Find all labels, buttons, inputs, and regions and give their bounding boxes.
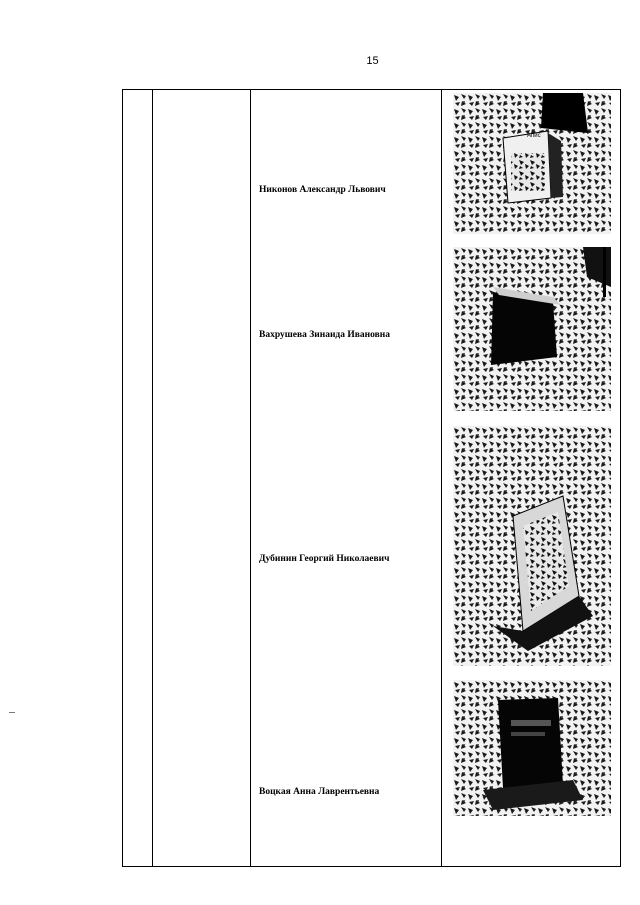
scan-mark [9, 712, 15, 713]
column-divider-2 [250, 90, 251, 866]
person-name-1: Никонов Александр Львович [259, 185, 386, 195]
burial-table [122, 89, 621, 867]
person-name-4: Воцкая Анна Лаврентьевна [259, 787, 380, 797]
column-divider-3 [441, 90, 442, 866]
gravestone-photo-1 [453, 93, 611, 234]
person-name-2: Вахрушева Зинаида Ивановна [259, 330, 390, 340]
gravestone-photo-3 [453, 426, 611, 666]
gravestone-photo-2 [453, 247, 611, 411]
person-name-3: Дубинин Георгий Николаевич [259, 554, 390, 564]
column-divider-1 [152, 90, 153, 866]
plate-text: Апис [527, 133, 541, 139]
page-number: 15 [366, 55, 379, 67]
gravestone-photo-4 [453, 680, 611, 816]
